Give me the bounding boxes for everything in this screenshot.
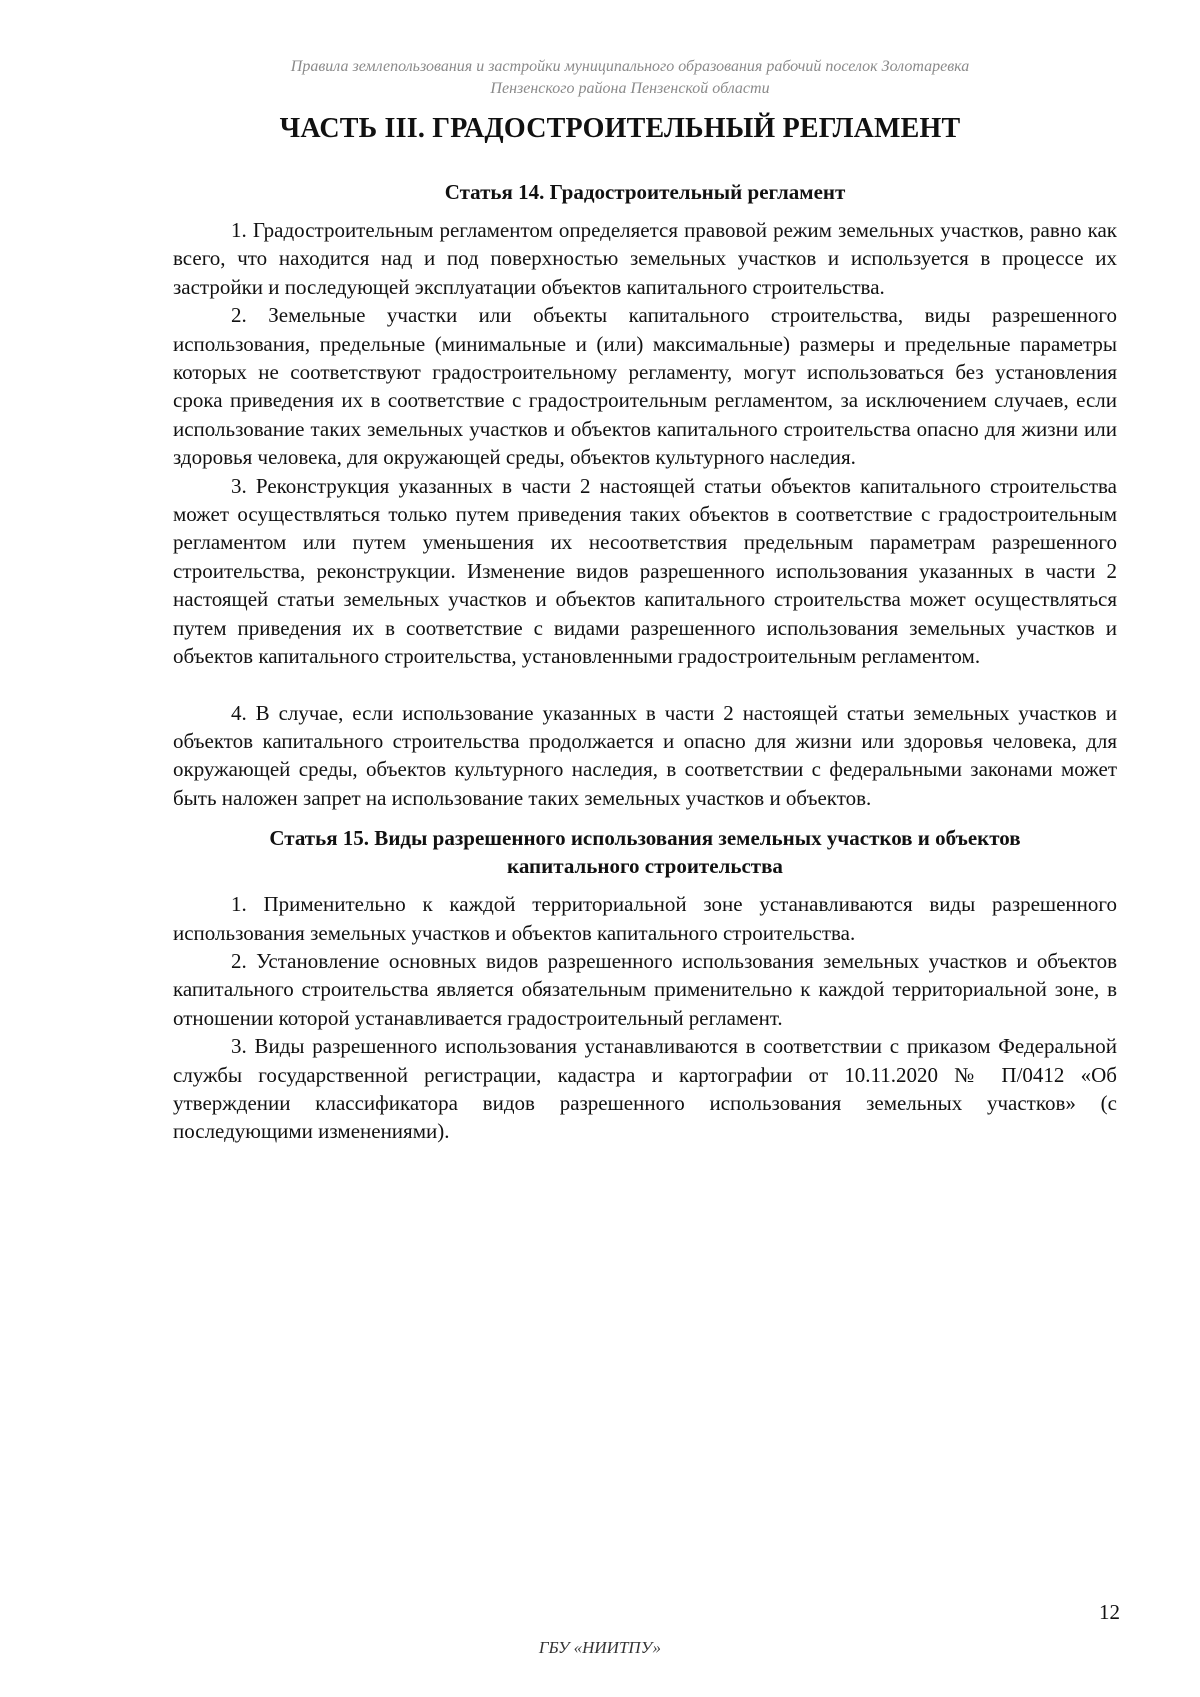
article-15-paragraph-3: 3. Виды разрешенного использования устанавливаются в соответствии с приказом Федеральной службы государственной регистрации, кадастра и картографии от 10.11.2020 № П/0412 «Об утверждении классификатора видов разрешенного использования земельных участков» (с последующими изменениями). (173, 1034, 1117, 1144)
page-number: 12 (1099, 1600, 1120, 1624)
running-header (150, 56, 1110, 100)
article-15-paragraph-1: 1. Применительно к каждой территориальной зоне устанавливаются виды разрешенного использования земельных участков и объектов капитального строительства. (173, 892, 1117, 945)
article-15-heading (173, 824, 1117, 880)
running-header-line-1: Правила землепользования и застройки муниципального образования рабочий поселок Золотаревка (290, 58, 970, 75)
running-header-line-2: Пензенского района Пензенской области (490, 80, 770, 97)
article-14-heading: Статья 14. Градостроительный регламент (444, 180, 846, 204)
article-14-paragraph-3: 3. Реконструкция указанных в части 2 настоящей статьи объектов капитального строительства может осуществляться только путем приведения таких объектов в соответствие с градостроительным регламентом или путем уменьшения их несоответствия предельным параметрам разрешенного строительства, реконструкции. Изменение видов разрешенного использования указанных в части 2 настоящей статьи земельных участков и объектов капитального строительства может осуществляться путем приведения их в соответствие с видами разрешенного использования земельных участков и объектов капитального строительства, установленными градостроительным регламентом. (173, 473, 1117, 669)
article-15-heading-line-1: Статья 15. Виды разрешенного использования земельных участков и объектов (269, 826, 1021, 851)
article-14-paragraph-2: 2. Земельные участки или объекты капитального строительства, виды разрешенного использования, предельные (минимальные и (или) максимальные) размеры и предельные параметры которых не соответствуют градостроительному регламенту, могут использоваться без установления срока приведения их в соответствие с градостроительным регламентом, за исключением случаев, если использование таких земельных участков и объектов капитального строительства опасно для жизни или здоровья человека, для окружающей среды, объектов культурного наследия. (173, 303, 1117, 470)
part-title: ЧАСТЬ III. ГРАДОСТРОИТЕЛЬНЫЙ РЕГЛАМЕНТ (279, 113, 961, 144)
document-body (173, 178, 1117, 1146)
page-footer: ГБУ «НИИТПУ» (538, 1638, 662, 1657)
article-15-heading-line-2: капитального строительства (507, 854, 783, 879)
article-14-paragraph-4: 4. В случае, если использование указанных в части 2 настоящей статьи земельных участков и объектов капитального строительства продолжается и опасно для жизни или здоровья человека, для окружающей среды, объектов культурного наследия, в соответствии с федеральными законами может быть наложен запрет на использование таких земельных участков и объектов. (173, 700, 1117, 810)
article-15-paragraph-2: 2. Установление основных видов разрешенного использования земельных участков и объектов капитального строительства является обязательным применительно к каждой территориальной зоне, в отношении которой устанавливается градостроительный регламент. (173, 948, 1117, 1030)
article-14-paragraph-1: 1. Градостроительным регламентом определяется правовой режим земельных участков, равно как всего, что находится над и под поверхностью земельных участков и используется в процессе их застройки и последующей эксплуатации объектов капитального строительства. (173, 218, 1117, 299)
